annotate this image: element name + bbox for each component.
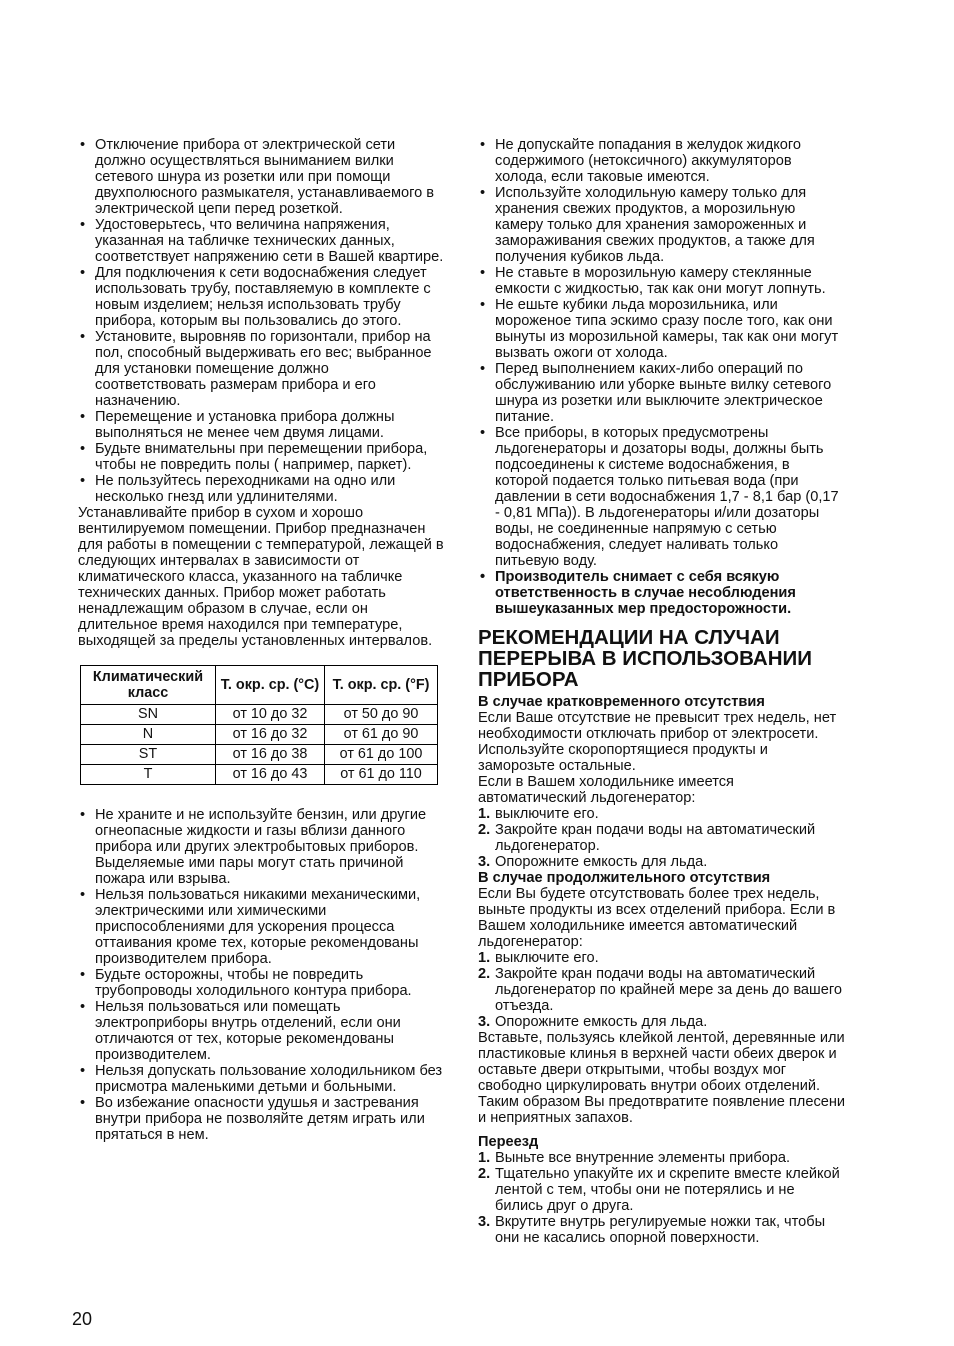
header-temp-c: Т. окр. ср. (°C) <box>216 666 325 705</box>
table-cell: T <box>81 765 216 785</box>
table-cell: от 50 до 90 <box>325 705 438 725</box>
step-item: 1. Выньте все внутренние элементы прибора. <box>478 1150 791 1166</box>
liability-notice: • Производитель снимает с себя всякую ответственность в случае несоблюдения вышеуказанных мер предосторожности. <box>478 569 846 617</box>
list-item: • Отключение прибора от электрической сети должно осуществляться выниманием вилки сетевого шнура из розетки или при помощи двухполюсного размыкателя, устанавливаемого в электрической цепи перед розеткой. <box>78 137 444 217</box>
list-item: • Для подключения к сети водоснабжения следует использовать трубу, поставляемую в комплекте с новым изделием; нельзя использовать трубу прибора, которым вы пользовались до этого. <box>78 265 444 329</box>
table-row <box>81 745 438 765</box>
list-item: • Нельзя допускать пользование холодильником без присмотра маленькими детьми и больными. <box>78 1063 444 1095</box>
step-item: 3. Вкрутите внутрь регулируемые ножки так, чтобы они не касались опорной поверхности. <box>478 1214 826 1246</box>
header-climate-class: Климатический класс <box>81 666 216 705</box>
header-temp-f: Т. окр. ср. (°F) <box>325 666 438 705</box>
list-item: • Перед выполнением каких-либо операций по обслуживанию или уборке выньте вилку сетевого шнура из розетки или выключите электрическое питание. <box>478 361 846 425</box>
list-item: • Не ставьте в морозильную камеру стеклянные емкости с жидкостью, так как они могут лопнуть. <box>478 265 846 297</box>
step-item: 2. Тщательно упакуйте их и скрепите вместе клейкой лентой с тем, чтобы они не потерялись и не бились друг о друга. <box>478 1166 840 1214</box>
moving-title: Переезд <box>478 1134 539 1150</box>
step-item: 3. Опорожните емкость для льда. <box>478 854 708 870</box>
list-item: • Нельзя пользоваться или помещать электроприборы внутрь отделений, если они отличаются от тех, которые рекомендованы производителем. <box>78 999 444 1063</box>
table-row <box>81 725 438 745</box>
table-cell: N <box>81 725 216 745</box>
long-absence-title: В случае продолжительного отсутствия <box>478 870 771 886</box>
list-item: • Будьте внимательны при перемещении прибора, чтобы не повредить полы ( например, паркет). <box>78 441 444 473</box>
short-absence-text: Если Ваше отсутствие не превысит трех недель, нет необходимости отключать прибор от электросети. Используйте скоропортящиеся продукты и заморозьте остальные. <box>478 710 837 774</box>
list-item: • Во избежание опасности удушья и застревания внутри прибора не позволяйте детям играть или прятаться в нем. <box>78 1095 444 1143</box>
table-cell: от 10 до 32 <box>216 705 325 725</box>
list-item: • Не ешьте кубики льда морозильника, или мороженое типа эскимо сразу после того, как они вынуты из морозильной камеры, так как они могут вызвать ожоги от холода. <box>478 297 846 361</box>
short-absence-steps <box>478 806 846 870</box>
climate-class-table <box>80 665 438 785</box>
installation-paragraph: Устанавливайте прибор в сухом и хорошо вентилируемом помещении. Прибор предназначен для работы в помещении с температурой, лежащей в следующих интервалах в зависимости от климатического класса, указанного на табличке технических данных. Прибор может работать ненадлежащим образом в случае, если он длительное время находился при температуре, выходящей за пределы установленных интервалов. <box>78 505 444 649</box>
section-heading: РЕКОМЕНДАЦИИ НА СЛУЧАИ ПЕРЕРЫВА В ИСПОЛЬЗОВАНИИ ПРИБОРА <box>478 626 812 691</box>
page-number: 20 <box>72 1309 93 1329</box>
list-item: • Установите, выровняв по горизонтали, прибор на пол, способный выдерживать его вес; выбранное для установки помещение должно соответствовать размерам прибора и его назначению. <box>78 329 444 409</box>
list-item: • Нельзя пользоваться никакими механическими, электрическими или химическими приспособлениями для ускорения процесса оттаивания кроме тех, которые рекомендованы производителем прибора. <box>78 887 444 967</box>
step-item: 3. Опорожните емкость для льда. <box>478 1014 708 1030</box>
moving-steps <box>478 1150 846 1246</box>
safety-list-b <box>78 807 444 1143</box>
table-cell: от 61 до 90 <box>325 725 438 745</box>
long-absence-text: Если Вы будете отсутствовать более трех недель, выньте продукты из всех отделений прибора. Если в Вашем холодильнике имеется автоматический льдогенератор: <box>478 886 836 950</box>
step-item: 2. Закройте кран подачи воды на автоматический льдогенератор. <box>478 822 816 854</box>
long-absence-doors-text: Вставьте, пользуясь клейкой лентой, деревянные или пластиковые клинья в верхней части обеих дверок и оставьте двери открытыми, чтобы воздух мог свободно циркулировать внутри обоих отделений. Таким образом Вы предотвратите появление плесени и неприятных запахов. <box>478 1030 846 1126</box>
table-cell: от 16 до 32 <box>216 725 325 745</box>
table-row <box>81 765 438 785</box>
step-item: 2. Закройте кран подачи воды на автоматический льдогенератор по крайней мере за день до вашего отъезда. <box>478 966 842 1014</box>
table-cell: от 61 до 100 <box>325 745 438 765</box>
table-cell: SN <box>81 705 216 725</box>
list-item: • Все приборы, в которых предусмотрены льдогенераторы и дозаторы воды, должны быть подсоединены к системе водоснабжения, в которой подается только питьевая вода (при давлении в сети водоснабжения 1,7 - 8,1 бар (0,17 - 0,81 МПа)). В льдогенераторы и/или дозаторы воды, не соединенные напрямую с сетью водоснабжения, следует наливать только питьевую воду. <box>478 425 846 569</box>
step-item: 1. выключите его. <box>478 806 599 822</box>
list-item: • Перемещение и установка прибора должны выполняться не менее чем двумя лицами. <box>78 409 444 441</box>
table-cell: ST <box>81 745 216 765</box>
short-absence-icemaker-text: Если в Вашем холодильнике имеется автоматический льдогенератор: <box>478 774 734 806</box>
list-item: • Не пользуйтесь переходниками на одно или несколько гнезд или удлинителями. <box>78 473 444 505</box>
table-header-row <box>81 666 438 705</box>
long-absence-steps <box>478 950 846 1030</box>
list-item: • Не допускайте попадания в желудок жидкого содержимого (нетоксичного) аккумуляторов холода, если таковые имеются. <box>478 137 846 185</box>
step-item: 1. выключите его. <box>478 950 599 966</box>
list-item: • Не храните и не используйте бензин, или другие огнеопасные жидкости и газы вблизи данного прибора или других электробытовых приборов. Выделяемые ими пары могут стать причиной пожара или взрыва. <box>78 807 444 887</box>
left-column <box>78 137 444 1143</box>
safety-list-c <box>478 137 846 617</box>
list-item: • Будьте осторожны, чтобы не повредить трубопроводы холодильного контура прибора. <box>78 967 444 999</box>
list-item: • Используйте холодильную камеру только для хранения свежих продуктов, а морозильную камеру только для хранения замороженных и замораживания свежих продуктов, а также для получения кубиков льда. <box>478 185 846 265</box>
right-column <box>478 137 846 1246</box>
list-item: • Удостоверьтесь, что величина напряжения, указанная на табличке технических данных, соответствует напряжению сети в Вашей квартире. <box>78 217 444 265</box>
short-absence-title: В случае кратковременного отсутствия <box>478 694 765 710</box>
table-cell: от 16 до 38 <box>216 745 325 765</box>
table-cell: от 61 до 110 <box>325 765 438 785</box>
table-cell: от 16 до 43 <box>216 765 325 785</box>
safety-list-a <box>78 137 444 505</box>
table-row <box>81 705 438 725</box>
